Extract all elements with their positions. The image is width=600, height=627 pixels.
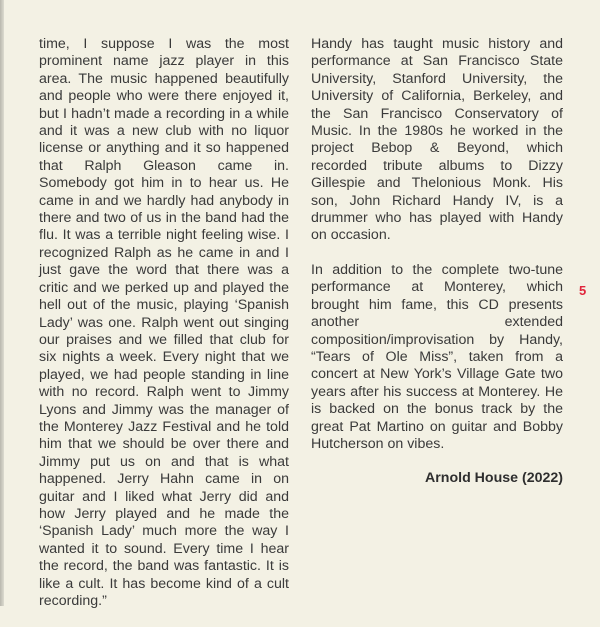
- interview-quote-paragraph: time, I suppose I was the most prominent name jazz player in this area. The music happened beautifully and people who were there enjoyed it, but I hadn’t made a recording in a while and it was a new club with no liquor license or anything and it so happened that Ralph Gleason came in. Somebody got him in to hear us. He came in and we hardly had anybody in there and two of us in the band had the flu. It was a terrible night feeling wise. I recognized Ralph as he came in and I just gave the word that there was a critic and we perked up and played the hell out of the music, playing ‘Spanish Lady’ was one. Ralph went out singing our praises and we filled that club for six nights a week. Every night that we played, we had people standing in line with no record. Ralph went to Jimmy Lyons and Jimmy was the manager of the Monterey Jazz Festival and he told him that we should be over there and Jimmy put us on and that is what happened. Jerry Hahn came in on guitar and I liked what Jerry did and how Jerry played and he made the ‘Spanish Lady’ much more the way I wanted it to sound. Every time I hear the record, the band was fantastic. It is like a cult. It has become kind of a cult recording.”: [39, 36, 289, 609]
- right-column: [311, 36, 563, 505]
- left-column: [39, 36, 289, 627]
- booklet-spine: [0, 0, 4, 606]
- biography-paragraph: Handy has taught music history and performance at San Francisco State University, Stanford University, the University of California, Berkeley, and the San Francisco Conservatory of Music. In the 1980s he worked in the project Bebop & Beyond, which recorded tribute albums to Dizzy Gillespie and Thelonious Monk. His son, John Richard Handy IV, is a drummer who has played with Handy on occasion.: [311, 36, 563, 244]
- author-signature: Arnold House (2022): [425, 470, 563, 487]
- page-number: 5: [579, 283, 587, 298]
- cd-contents-paragraph: In addition to the complete two-tune performance at Monterey, which brought him fame, this CD presents another extended composition/improvisation by Handy, “Tears of Ole Miss”, taken from a concert at New York’s Village Gate two years after his success at Monterey. He is backed on the bonus track by the great Pat Martino on guitar and Bobby Hutcherson on vibes.: [311, 261, 563, 452]
